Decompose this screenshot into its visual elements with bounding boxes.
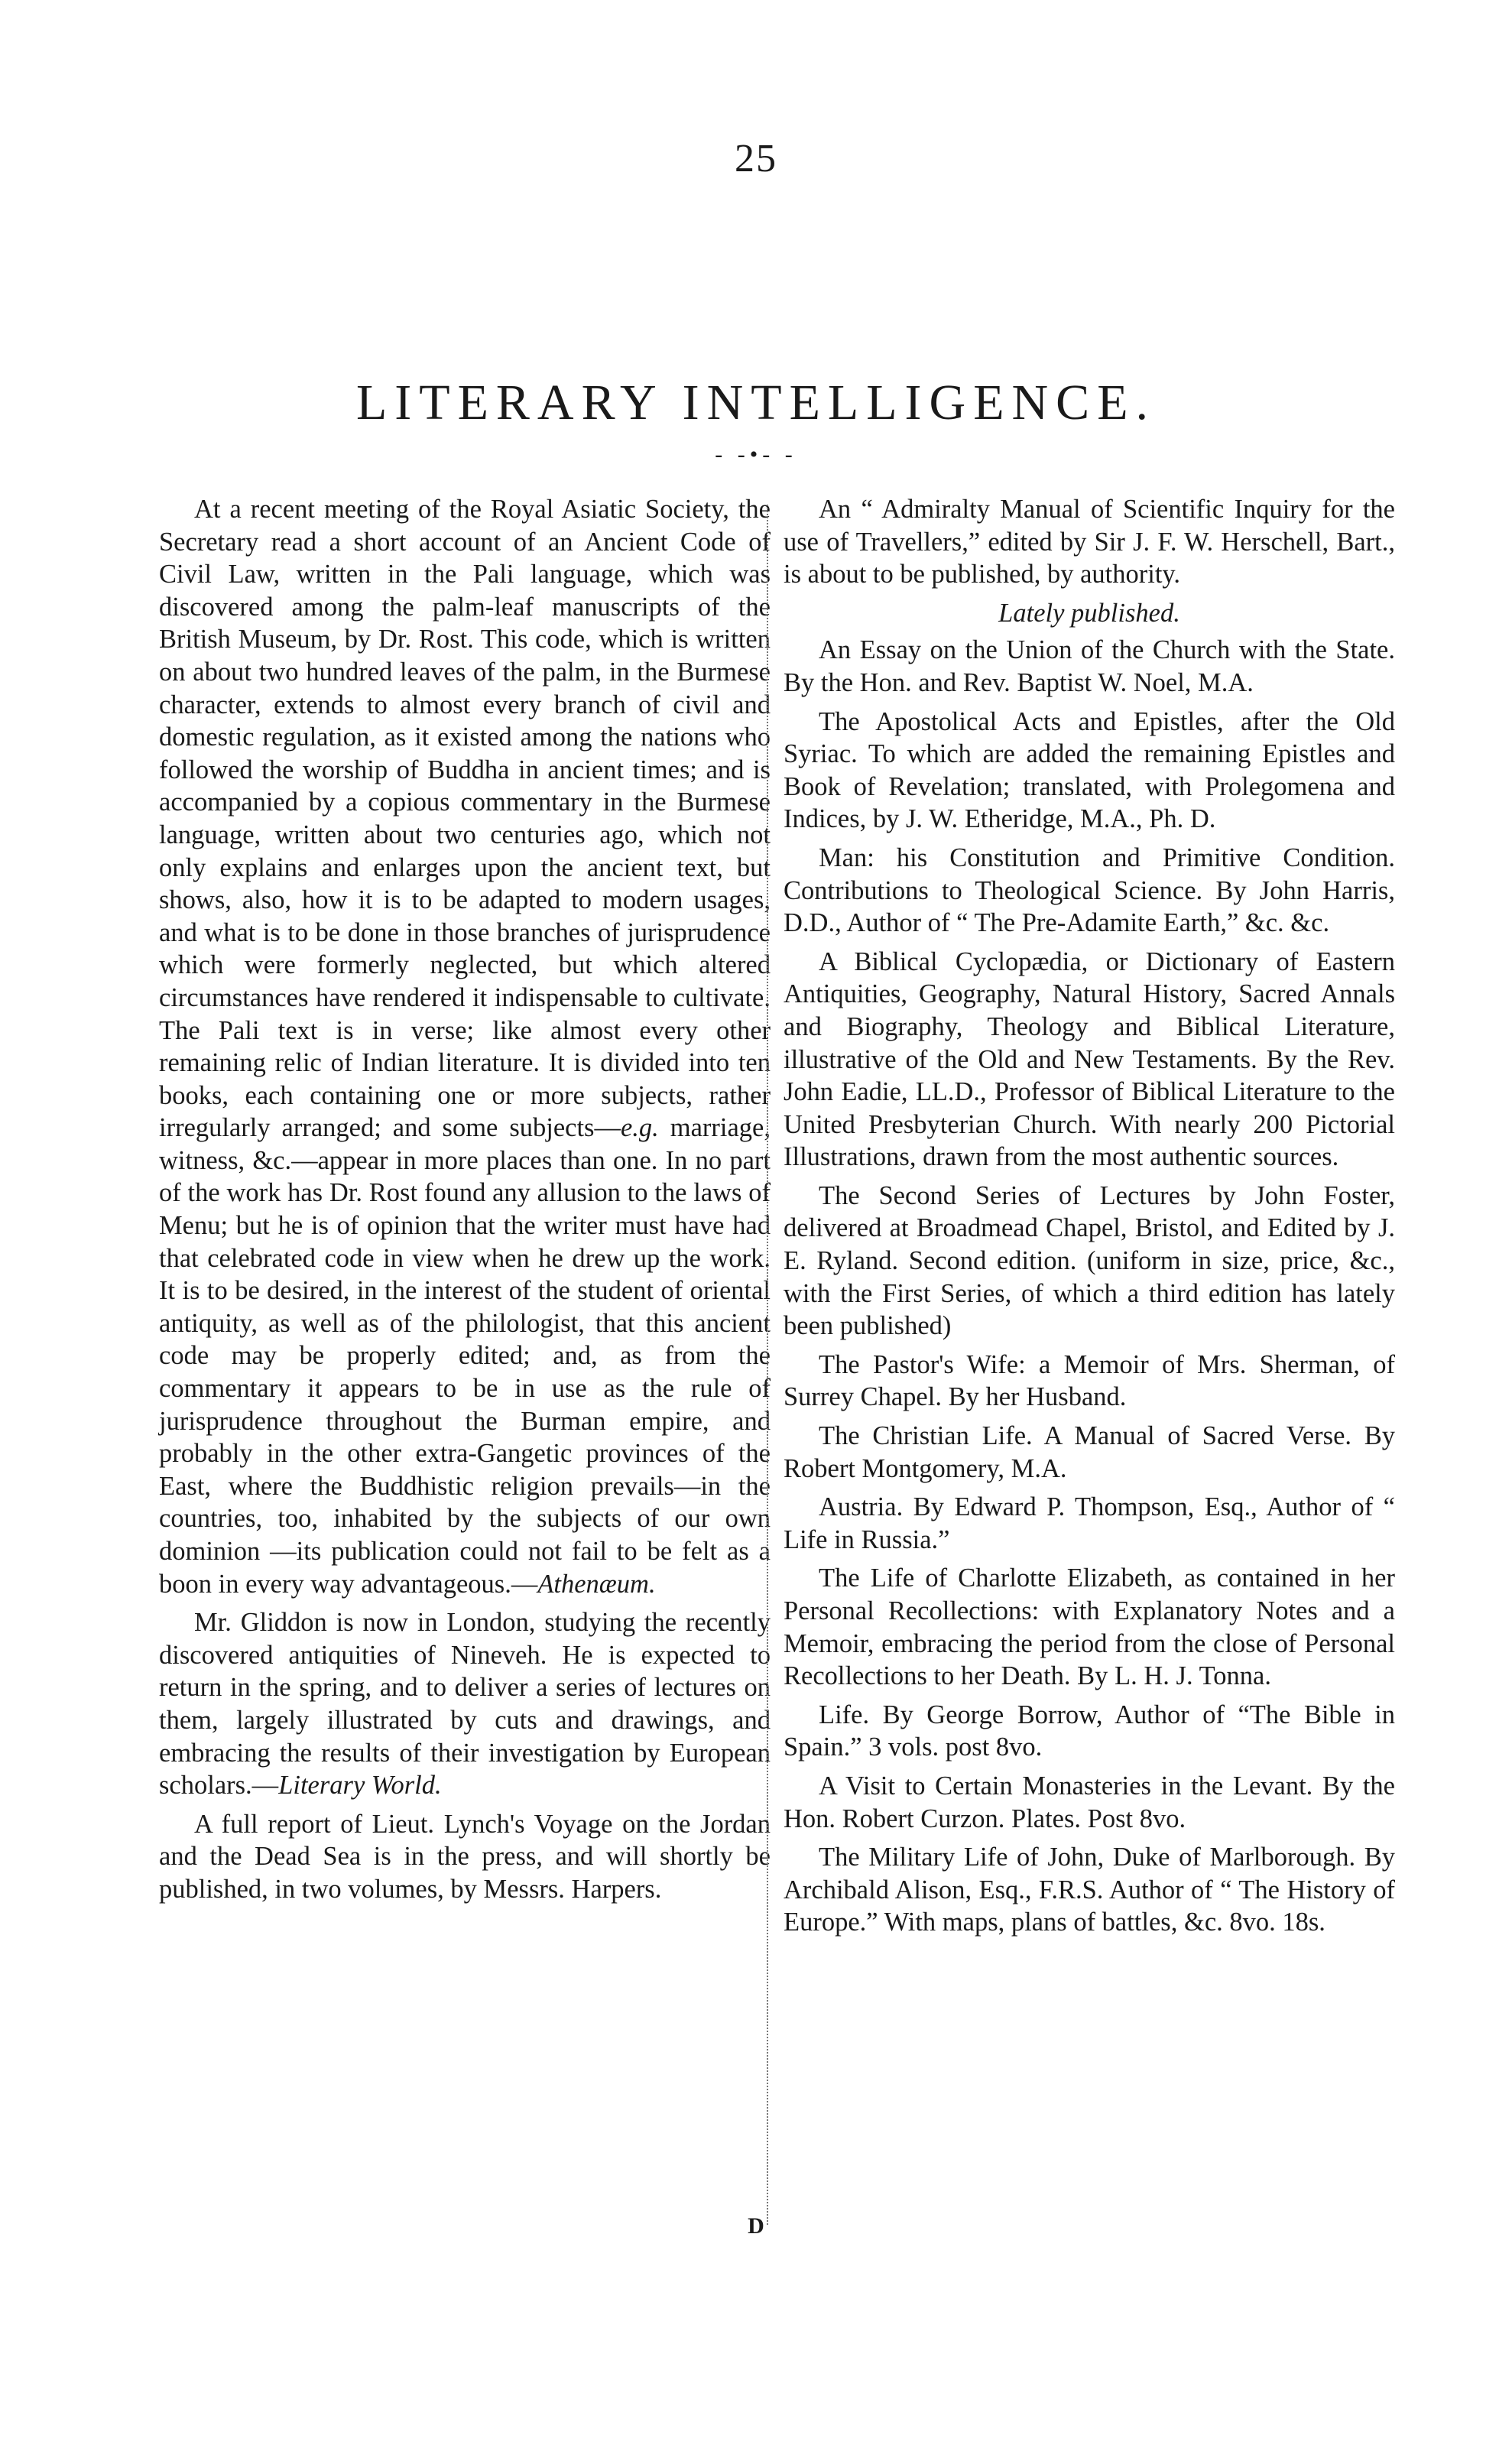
article-text: At a recent meeting of the Royal Asiatic Society, the Secretary read a short account of an Ancient Code of Civil Law, written in the Pali language, which was discovered among the palm-leaf manuscripts of the British Museum, by Dr. Rost. This code, which is written on about two hundred leaves of the palm, in the Burmese character, extends to almost every branch of civil and domestic regulation, as it existed among the nations who followed the worship of Buddha in ancient times; and is accompanied by a copious commentary in the Burmese language, written about two centuries ago, which not only explains and enlarges upon the ancient text, but shows, also, how it is to be adapted to modern usages, and what is to be done in those branches of jurisprudence which were formerly neglected, but which altered circumstances have rendered it indispensable to cultivate. The Pali text is in verse; like almost every other remaining relic of Indian literature. It is divided into ten books, each containing one or more subjects, rather irregularly arranged; and some subjects— (159, 495, 771, 1143)
column-divider (767, 505, 768, 2225)
page-title: LITERARY INTELLIGENCE. (355, 375, 1157, 431)
publication-entry: The Second Series of Lectures by John Foster, delivered at Broadmead Chapel, Bristol, and Edited by J. E. Ryland. Second edition. (uniform in size, price, &c., with the First Series, of which a third edition has lately been published) (784, 1180, 1395, 1341)
article-source: Literary World. (278, 1771, 442, 1800)
article-gliddon (159, 1606, 771, 1802)
article-royal-asiatic-society (159, 493, 771, 1600)
article-source: Athenæum. (537, 1569, 656, 1599)
article-abbreviation: e.g. (620, 1113, 659, 1143)
publication-entry: Man: his Constitution and Primitive Condition. Contributions to Theological Science. By John Harris, D.D., Author of “ The Pre-Adamite Earth,” &c. &c. (784, 843, 1395, 938)
publication-entry: The Life of Charlotte Elizabeth, as contained in her Personal Recollections: with Explanatory Notes and a Memoir, embracing the period from the close of Personal Recollections to her Death. By L. H. J. Tonna. (784, 1563, 1395, 1691)
ornamental-divider: - -•- - (715, 442, 797, 467)
publication-entry: A Visit to Certain Monasteries in the Levant. By the Hon. Robert Curzon. Plates. Post 8vo. (784, 1771, 1395, 1833)
publication-entry: Life. By George Borrow, Author of “The Bible in Spain.” 3 vols. post 8vo. (784, 1700, 1395, 1762)
publication-entry: The Christian Life. A Manual of Sacred Verse. By Robert Montgomery, M.A. (784, 1421, 1395, 1483)
publication-entry: A Biblical Cyclopædia, or Dictionary of Eastern Antiquities, Geography, Natural History, Sacred Annals and Biography, Theology and Biblical Literature, illustrative of the Old and New Testaments. By the Rev. John Eadie, LL.D., Professor of Biblical Literature to the United Presbyterian Church. With nearly 200 Pictorial Illustrations, drawn from the most authentic sources. (784, 947, 1395, 1172)
publication-entry: The Military Life of John, Duke of Marlborough. By Archibald Alison, Esq., F.R.S. Author of “ The History of Europe.” With maps, plans of battles, &c. 8vo. 18s. (784, 1843, 1395, 1937)
left-column (159, 493, 771, 1912)
article-lynch-voyage: A full report of Lieut. Lynch's Voyage on the Jordan and the Dead Sea is in the press, and will shortly be published, in two volumes, by Messrs. Harpers. (159, 1809, 771, 1904)
publication-entry: The Pastor's Wife: a Memoir of Mrs. Sherman, of Surrey Chapel. By her Husband. (784, 1349, 1395, 1412)
section-subheading: Lately published. (998, 598, 1180, 628)
page-number: 25 (735, 137, 777, 180)
article-text-continued: marriage, witness, &c.—appear in more places than one. In no part of the work has Dr. Rost found any allusion to the laws of Menu; but he is of opinion that the writer must have had that celebrated code in view when he drew up the work. It is to be desired, in the interest of the student of oriental antiquity, as well as of the philologist, that this ancient code may be properly edited; and, as from the commentary it appears to be in use as the rule of jurisprudence throughout the Burman empire, and probably in the other extra-Gangetic provinces of the East, where the Buddhistic religion prevails—in the countries, too, inhabited by the subjects of our own dominion —its publication could not fail to be felt as a boon in every way advantageous.— (159, 1113, 771, 1599)
publication-entry: The Apostolical Acts and Epistles, after the Old Syriac. To which are added the remaining Epistles and Book of Revelation; translated, with Prolegomena and Indices, by J. W. Etheridge, M.A., Ph. D. (784, 706, 1395, 834)
right-column (784, 493, 1395, 1945)
signature-mark: D (748, 2213, 764, 2239)
article-admiralty-manual: An “ Admiralty Manual of Scientific Inquiry for the use of Travellers,” edited by Sir J. F. W. Herschell, Bart., is about to be published, by authority. (784, 495, 1395, 589)
publication-entry: An Essay on the Union of the Church with the State. By the Hon. and Rev. Baptist W. Noel, M.A. (784, 635, 1395, 697)
publication-entry: Austria. By Edward P. Thompson, Esq., Author of “ Life in Russia.” (784, 1492, 1395, 1554)
article-text: Mr. Gliddon is now in London, studying the recently discovered antiquities of Nineveh. He is expected to return in the spring, and to deliver a series of lectures on them, largely illustrated by cuts and drawings, and embracing the results of their investigation by European scholars.— (159, 1608, 771, 1800)
